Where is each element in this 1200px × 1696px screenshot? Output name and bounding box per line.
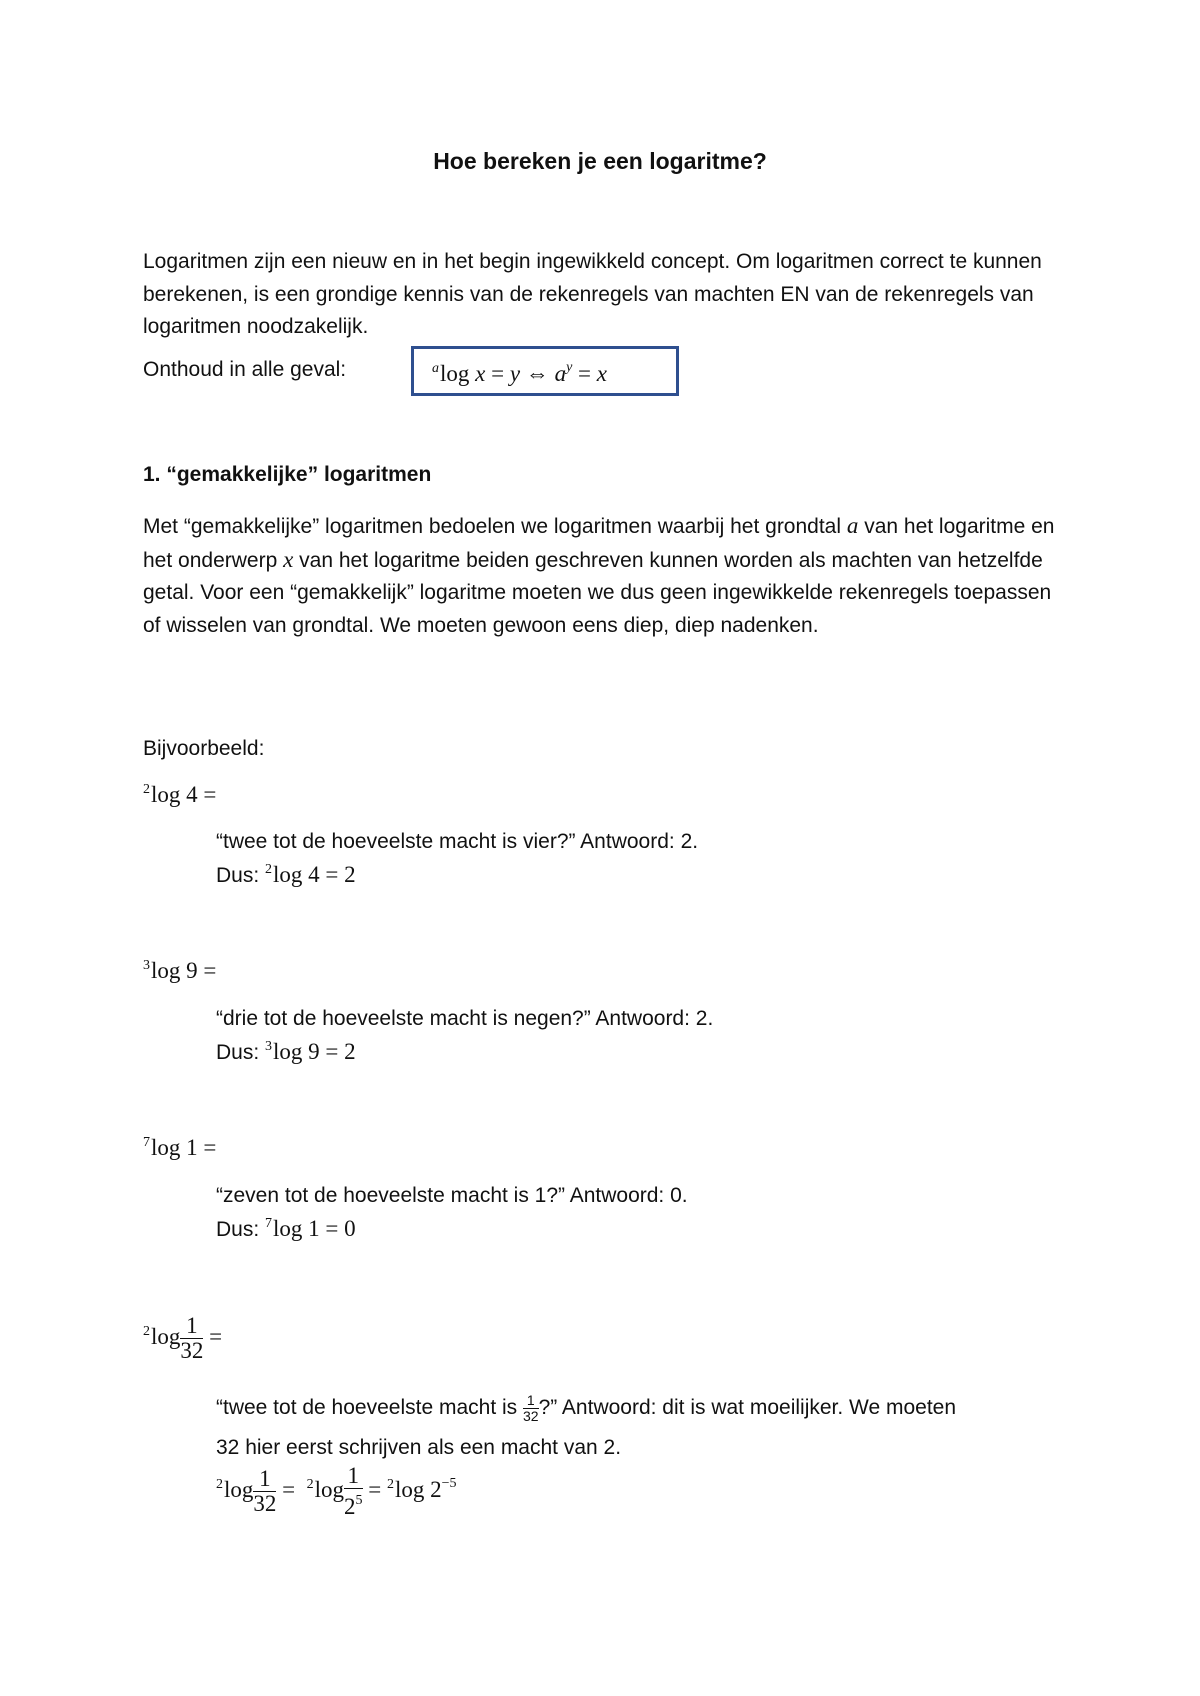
example-question: “drie tot de hoeveelste macht is negen?” Antwoord: 2. xyxy=(216,1007,714,1030)
intro-paragraph: Logaritmen zijn een nieuw en in het begin ingewikkeld concept. Om logaritmen correct te kunnen berekenen, is een grondige kennis van de rekenregels van machten EN van de rekenregels van logaritmen noodzakelijk. xyxy=(143,250,1042,338)
remember-label: Onthoud in alle geval: xyxy=(143,358,347,381)
example-explanation: 32 hier eerst schrijven als een macht van 2. xyxy=(216,1436,622,1459)
example-expression: $^7$log 1 = xyxy=(143,1135,217,1160)
example-answer: Dus: $^7$log 1 = 0 xyxy=(216,1216,356,1241)
example-answer: Dus: $^3$log 9 = 2 xyxy=(216,1039,356,1064)
fraction: $\frac{1}{32}$ xyxy=(180,1313,204,1363)
example-question: “twee tot de hoeveelste macht is vier?” Antwoord: 2. xyxy=(216,830,699,853)
example-question: “twee tot de hoeveelste macht is $\frac{1}{32}$ ?” Antwoord: dit is wat moeilijker. We moeten xyxy=(216,1392,957,1424)
example-derivation: $^2$log $\frac{1}{32}$ = $^2$log $\frac{1}{2^5}$ = $^2$log $2^{-5}$ xyxy=(216,1463,457,1519)
example-label: Bijvoorbeeld: xyxy=(143,737,265,760)
section-heading: 1. “gemakkelijke” logaritmen xyxy=(143,463,432,486)
small-fraction: $\frac{1}{32}$ xyxy=(523,1392,539,1424)
section-paragraph: Met “gemakkelijke” logaritmen bedoelen we logaritmen waarbij het grondtal a van het logaritme en het onderwerp x van het logaritme beiden geschreven kunnen worden als machten van hetzelfde getal. Voor een “gemakkelijk” logaritme moeten we dus geen ingewikkelde rekenregels toepassen of wisselen van grondtal. We moeten gewoon eens diep, diep nadenken. xyxy=(143,513,1055,637)
example-expression: $^2$log $\frac{1}{32}$ = xyxy=(143,1313,223,1363)
example-expression: $^2$log 4 = xyxy=(143,782,217,807)
example-question: “zeven tot de hoeveelste macht is 1?” Antwoord: 0. xyxy=(216,1184,688,1207)
formula-box xyxy=(411,346,679,396)
page-title: Hoe bereken je een logaritme? xyxy=(433,148,767,174)
log-definition-formula: $^a$log x = y ⇔ $a^y = x$ xyxy=(432,360,607,386)
example-answer: Dus: $^2$log 4 = 2 xyxy=(216,862,356,887)
example-expression: $^3$log 9 = xyxy=(143,958,217,983)
